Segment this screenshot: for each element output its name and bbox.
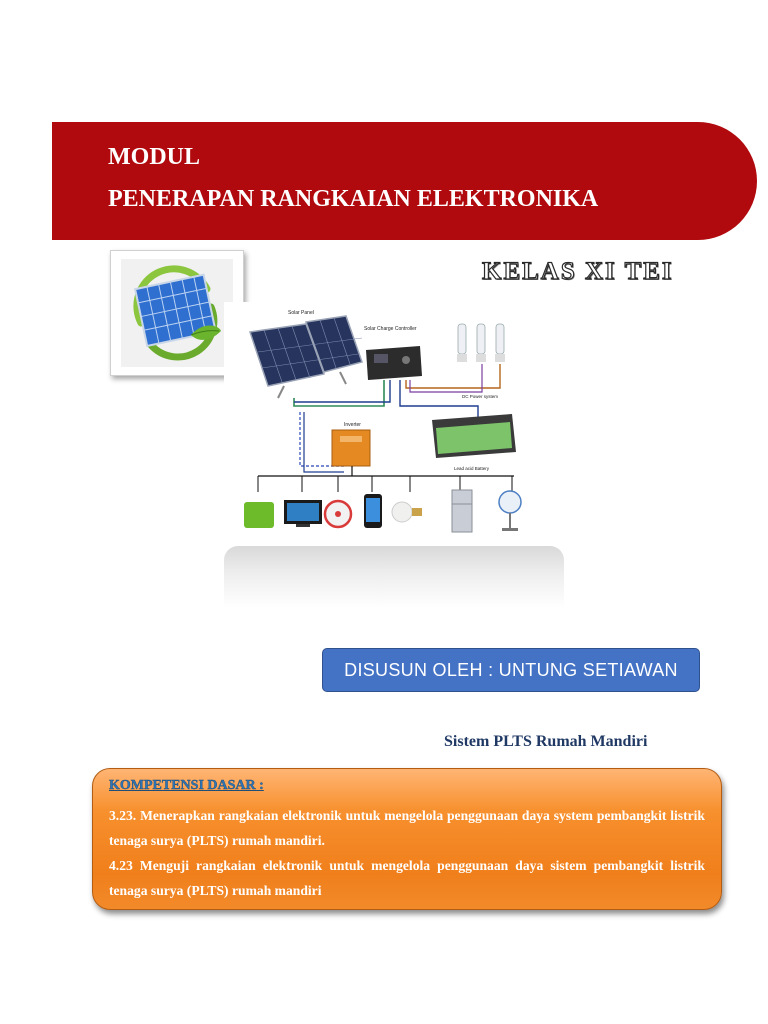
battery-label: Lead acid Battery	[454, 466, 490, 471]
module-subtitle: Sistem PLTS Rumah Mandiri	[444, 733, 648, 750]
controller-label: Solar Charge Controller	[364, 326, 417, 332]
module-title: PENERAPAN RANGKAIAN ELEKTRONIKA	[108, 186, 599, 212]
author-box: DISUSUN OLEH : UNTUNG SETIAWAN	[322, 648, 700, 692]
kompetensi-item-4-23: 4.23 Menguji rangkaian elektronik untuk mengelola penggunaan daya sistem pembangkit listrik tenaga surya (PLTS) rumah mandiri	[109, 858, 705, 898]
module-label: MODUL	[108, 144, 200, 170]
kompetensi-heading: KOMPETENSI DASAR :	[109, 778, 264, 793]
cfl-bulb-icon	[457, 324, 505, 362]
inverter-label: Inverter	[344, 422, 361, 428]
solar-panel-label: Solar Panel	[288, 310, 314, 316]
inverter-icon	[332, 430, 370, 466]
phone-icon	[364, 494, 382, 528]
fridge-icon	[452, 490, 472, 532]
plts-system-diagram	[224, 302, 564, 537]
tablet-icon	[244, 502, 274, 528]
tv-icon	[284, 500, 322, 527]
charge-controller-icon	[366, 346, 422, 380]
diagram-reflection	[224, 546, 564, 608]
kompetensi-dasar-box	[92, 768, 722, 910]
class-label: KELAS XI TEI	[482, 258, 674, 285]
title-banner	[52, 122, 757, 240]
battery-icon	[432, 414, 516, 458]
fan-icon	[325, 501, 351, 527]
kompetensi-item-3-23: 3.23. Menerapkan rangkaian elektronik untuk mengelola penggunaan daya system pembangkit listrik tenaga surya (PLTS) rumah mandiri.	[109, 808, 705, 848]
dc-power-label: DC Power system	[462, 394, 499, 399]
